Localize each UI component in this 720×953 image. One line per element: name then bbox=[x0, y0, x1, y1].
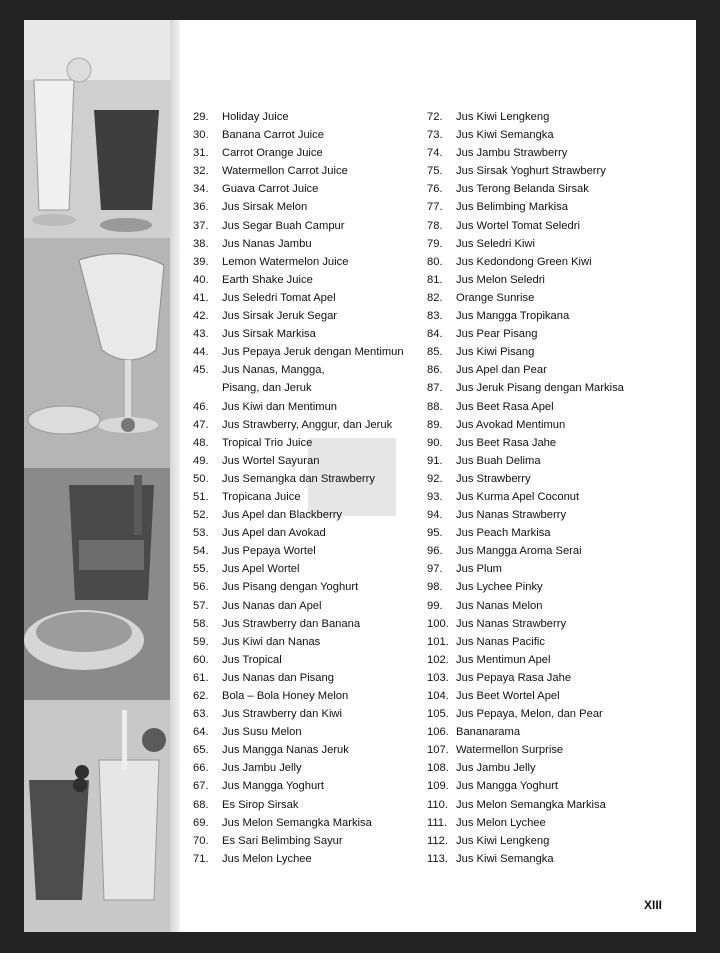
recipe-number: 45. bbox=[193, 364, 209, 377]
recipe-list-item bbox=[427, 180, 677, 198]
recipe-list-item bbox=[427, 850, 677, 868]
recipe-list-item bbox=[427, 235, 677, 253]
recipe-list-item bbox=[193, 705, 425, 723]
recipe-number: 103. bbox=[427, 671, 449, 684]
recipe-title: Jus Kiwi Semangka bbox=[456, 129, 554, 142]
recipe-title: Orange Sunrise bbox=[456, 291, 535, 304]
recipe-number: 88. bbox=[427, 400, 443, 413]
recipe-number: 72. bbox=[427, 111, 443, 123]
recipe-title: Jus Kiwi Lengkeng bbox=[456, 834, 550, 847]
recipe-list-item bbox=[427, 777, 677, 795]
recipe-list-item bbox=[427, 615, 677, 633]
recipe-list-item bbox=[193, 144, 425, 162]
recipe-list-item bbox=[193, 271, 425, 289]
recipe-title: Jus Apel dan Pear bbox=[456, 364, 547, 377]
recipe-number: 90. bbox=[427, 436, 443, 449]
recipe-title: Jus Wortel Sayuran bbox=[222, 454, 320, 467]
recipe-list-item bbox=[193, 597, 425, 615]
recipe-list-item bbox=[427, 452, 677, 470]
recipe-list-item bbox=[193, 488, 425, 506]
recipe-title: Jus Terong Belanda Sirsak bbox=[456, 183, 589, 196]
recipe-number: 87. bbox=[427, 382, 443, 395]
recipe-list-item bbox=[193, 361, 425, 379]
recipe-title: Es Sari Belimbing Sayur bbox=[222, 834, 343, 847]
recipe-number: 57. bbox=[193, 599, 209, 612]
recipe-list-item bbox=[427, 506, 677, 524]
recipe-number: 36. bbox=[193, 201, 209, 214]
recipe-title: Jus Mangga Yoghurt bbox=[456, 780, 559, 793]
recipe-title: Jus Pepaya Rasa Jahe bbox=[456, 671, 572, 684]
recipe-title: Jus Pepaya, Melon, dan Pear bbox=[456, 708, 603, 721]
recipe-number: 29. bbox=[193, 111, 209, 123]
page-number: XIII bbox=[644, 898, 663, 912]
recipe-list-item bbox=[427, 687, 677, 705]
recipe-number: 85. bbox=[427, 346, 443, 359]
recipe-list-item bbox=[193, 524, 425, 542]
recipe-list-item bbox=[427, 217, 677, 235]
recipe-number: 92. bbox=[427, 472, 443, 485]
recipe-list-item bbox=[427, 271, 677, 289]
recipe-title: Jus Strawberry, Anggur, dan Jeruk bbox=[222, 418, 393, 431]
recipe-list-item bbox=[193, 777, 425, 795]
recipe-list-item bbox=[193, 687, 425, 705]
recipe-number: 110. bbox=[427, 798, 448, 811]
recipe-number: 54. bbox=[193, 545, 209, 558]
recipe-number: 93. bbox=[427, 490, 443, 503]
recipe-number: 107. bbox=[427, 744, 449, 757]
recipe-title: Jus Strawberry dan Kiwi bbox=[222, 708, 342, 721]
recipe-number: 44. bbox=[193, 346, 209, 359]
recipe-number: 65. bbox=[193, 744, 209, 757]
recipe-number: 41. bbox=[193, 291, 209, 304]
recipe-title: Jus Tropical bbox=[222, 653, 282, 666]
recipe-list-item bbox=[193, 832, 425, 850]
recipe-number: 113. bbox=[427, 852, 448, 865]
recipe-title: Jus Jambu Strawberry bbox=[456, 147, 568, 160]
recipe-title: Jus Nanas, Mangga, bbox=[222, 364, 325, 377]
recipe-title: Jus Plum bbox=[456, 563, 503, 576]
recipe-title: Jus Sirsak Markisa bbox=[222, 328, 316, 341]
recipe-number: 32. bbox=[193, 165, 209, 178]
recipe-number: 63. bbox=[193, 708, 209, 721]
recipe-list-item bbox=[427, 198, 677, 216]
recipe-number: 86. bbox=[427, 364, 443, 377]
recipe-number: 96. bbox=[427, 545, 443, 558]
recipe-title: Carrot Orange Juice bbox=[222, 147, 323, 160]
recipe-number: 83. bbox=[427, 310, 443, 323]
recipe-title: Jus Semangka dan Strawberry bbox=[222, 472, 375, 485]
recipe-title: Jus Segar Buah Campur bbox=[222, 219, 345, 232]
recipe-list-item bbox=[193, 398, 425, 416]
recipe-list-item bbox=[193, 560, 425, 578]
recipe-title: Tropicana Juice bbox=[222, 490, 301, 503]
recipe-list-item bbox=[427, 126, 677, 144]
recipe-number: 34. bbox=[193, 183, 209, 196]
recipe-number: 70. bbox=[193, 834, 209, 847]
recipe-list-item bbox=[193, 814, 425, 832]
recipe-title: Jus Nanas Pacific bbox=[456, 635, 545, 648]
recipe-title: Jus Kiwi Pisang bbox=[456, 346, 535, 359]
recipe-list-item bbox=[193, 796, 425, 814]
recipe-number: 69. bbox=[193, 816, 209, 829]
recipe-number: 47. bbox=[193, 418, 209, 431]
recipe-number: 73. bbox=[427, 129, 443, 142]
recipe-list-item bbox=[193, 723, 425, 741]
recipe-list-item bbox=[427, 162, 677, 180]
recipe-title: Jus Kurma Apel Coconut bbox=[456, 490, 580, 503]
recipe-number: 77. bbox=[427, 201, 443, 214]
recipe-list-item bbox=[427, 633, 677, 651]
recipe-number: 84. bbox=[427, 328, 443, 341]
recipe-list-item bbox=[193, 307, 425, 325]
recipe-title: Guava Carrot Juice bbox=[222, 183, 319, 196]
recipe-number: 102. bbox=[427, 653, 449, 666]
recipe-list-item bbox=[193, 542, 425, 560]
recipe-title: Jus Jambu Jelly bbox=[456, 762, 536, 775]
recipe-list-item bbox=[193, 289, 425, 307]
recipe-list-item bbox=[193, 379, 425, 397]
recipe-number: 51. bbox=[193, 490, 209, 503]
recipe-number: 52. bbox=[193, 509, 209, 522]
recipe-title: Bola – Bola Honey Melon bbox=[222, 690, 349, 702]
recipe-title: Jus Mangga Aroma Serai bbox=[456, 545, 582, 558]
recipe-list-item bbox=[193, 850, 425, 868]
recipe-number: 62. bbox=[193, 690, 209, 702]
recipe-title: Jus Melon Lychee bbox=[456, 816, 546, 829]
recipe-list-item bbox=[427, 705, 677, 723]
recipe-list-item bbox=[193, 126, 425, 144]
recipe-title: Jus Seledri Kiwi bbox=[456, 237, 535, 250]
recipe-title: Jus Kiwi dan Nanas bbox=[222, 635, 321, 648]
recipe-list-item bbox=[193, 253, 425, 271]
recipe-list-item bbox=[193, 416, 425, 434]
recipe-number: 67. bbox=[193, 780, 209, 793]
recipe-list-item bbox=[427, 796, 677, 814]
recipe-list-item bbox=[193, 578, 425, 596]
recipe-number: 76. bbox=[427, 183, 443, 196]
recipe-list-left bbox=[193, 108, 425, 868]
recipe-number: 68. bbox=[193, 798, 209, 811]
recipe-number: 56. bbox=[193, 581, 209, 594]
recipe-list-item bbox=[427, 379, 677, 397]
recipe-title: Jus Strawberry bbox=[456, 472, 531, 485]
recipe-list-item bbox=[427, 108, 677, 126]
recipe-title: Jus Sirsak Yoghurt Strawberry bbox=[456, 165, 606, 178]
recipe-title: Jus Lychee Pinky bbox=[456, 581, 543, 594]
recipe-number: 38. bbox=[193, 237, 209, 250]
recipe-list-item bbox=[427, 361, 677, 379]
recipe-number: 78. bbox=[427, 219, 443, 232]
recipe-number: 105. bbox=[427, 708, 449, 721]
recipe-title: Watermellon Surprise bbox=[456, 744, 564, 757]
recipe-list-item bbox=[427, 434, 677, 452]
recipe-number: 100. bbox=[427, 617, 449, 630]
recipe-number: 42. bbox=[193, 310, 209, 323]
recipe-list-item bbox=[193, 180, 425, 198]
recipe-number bbox=[193, 379, 222, 397]
recipe-title: Jus Avokad Mentimun bbox=[456, 418, 566, 431]
recipe-title: Jus Kiwi Semangka bbox=[456, 852, 554, 865]
recipe-list-item bbox=[193, 452, 425, 470]
recipe-list-item bbox=[193, 633, 425, 651]
recipe-list-item bbox=[193, 198, 425, 216]
recipe-title: Jus Sirsak Jeruk Segar bbox=[222, 310, 338, 323]
recipe-number: 97. bbox=[427, 563, 443, 576]
recipe-number: 60. bbox=[193, 653, 209, 666]
recipe-number: 71. bbox=[193, 852, 209, 865]
photo-strip-edge bbox=[170, 20, 180, 932]
recipe-title: Jus Susu Melon bbox=[222, 726, 302, 739]
recipe-title: Jus Sirsak Melon bbox=[222, 201, 308, 214]
recipe-number: 79. bbox=[427, 237, 443, 250]
recipe-number: 48. bbox=[193, 436, 209, 449]
recipe-title: Holiday Juice bbox=[222, 111, 289, 123]
recipe-title: Jus Pisang dengan Yoghurt bbox=[222, 581, 359, 594]
recipe-number: 81. bbox=[427, 273, 443, 286]
recipe-number: 111. bbox=[427, 816, 448, 829]
recipe-list-item bbox=[427, 289, 677, 307]
recipe-list-item bbox=[193, 162, 425, 180]
recipe-list-item bbox=[427, 560, 677, 578]
recipe-number: 39. bbox=[193, 255, 209, 268]
recipe-number: 104. bbox=[427, 690, 449, 702]
recipe-title: Tropical Trio Juice bbox=[222, 436, 313, 449]
recipe-title: Jus Nanas Strawberry bbox=[456, 617, 567, 630]
recipe-number: 55. bbox=[193, 563, 209, 576]
recipe-number: 89. bbox=[427, 418, 443, 431]
recipe-list-item bbox=[427, 343, 677, 361]
recipe-title: Jus Apel dan Blackberry bbox=[222, 509, 343, 522]
recipe-number: 112. bbox=[427, 834, 448, 847]
recipe-list-item bbox=[193, 651, 425, 669]
recipe-list-item bbox=[427, 669, 677, 687]
recipe-list-item bbox=[193, 434, 425, 452]
recipe-title: Jus Pepaya Jeruk dengan Mentimun bbox=[222, 346, 404, 359]
recipe-list-item bbox=[427, 144, 677, 162]
recipe-title: Jus Melon Semangka Markisa bbox=[456, 798, 606, 811]
recipe-title: Jus Strawberry dan Banana bbox=[222, 617, 361, 630]
recipe-title: Jus Beet Rasa Apel bbox=[456, 400, 554, 413]
recipe-number: 106. bbox=[427, 726, 449, 739]
recipe-title: Jus Pepaya Wortel bbox=[222, 545, 316, 558]
recipe-title: Jus Nanas Melon bbox=[456, 599, 543, 612]
recipe-number: 108. bbox=[427, 762, 449, 775]
recipe-title: Jus Peach Markisa bbox=[456, 527, 551, 540]
recipe-title: Jus Kedondong Green Kiwi bbox=[456, 255, 592, 268]
recipe-number: 82. bbox=[427, 291, 443, 304]
recipe-number: 43. bbox=[193, 328, 209, 341]
recipe-list-right bbox=[427, 108, 677, 868]
recipe-title: Earth Shake Juice bbox=[222, 273, 313, 286]
recipe-number: 53. bbox=[193, 527, 209, 540]
recipe-title: Jus Mangga Nanas Jeruk bbox=[222, 744, 349, 757]
recipe-list-item bbox=[427, 542, 677, 560]
recipe-list-item bbox=[427, 398, 677, 416]
recipe-title: Jus Mangga Tropikana bbox=[456, 310, 570, 323]
recipe-number: 30. bbox=[193, 129, 209, 142]
recipe-number: 109. bbox=[427, 780, 449, 793]
recipe-number: 101. bbox=[427, 635, 449, 648]
recipe-title: Jus Buah Delima bbox=[456, 454, 541, 467]
recipe-list-item bbox=[193, 615, 425, 633]
recipe-list-item bbox=[193, 470, 425, 488]
recipe-title: Watermellon Carrot Juice bbox=[222, 165, 348, 178]
recipe-list-item bbox=[193, 325, 425, 343]
recipe-title: Lemon Watermelon Juice bbox=[222, 255, 349, 268]
recipe-number: 58. bbox=[193, 617, 209, 630]
recipe-list-item bbox=[427, 578, 677, 596]
recipe-title: Jus Nanas dan Pisang bbox=[222, 671, 334, 684]
recipe-list-item bbox=[427, 488, 677, 506]
recipe-number: 94. bbox=[427, 509, 443, 522]
recipe-list-item bbox=[427, 524, 677, 542]
recipe-list-item bbox=[427, 759, 677, 777]
recipe-number: 40. bbox=[193, 273, 209, 286]
recipe-title: Jus Mentimun Apel bbox=[456, 653, 551, 666]
recipe-list-item bbox=[193, 343, 425, 361]
recipe-list-item bbox=[427, 741, 677, 759]
recipe-title: Pisang, dan Jeruk bbox=[222, 382, 312, 395]
recipe-title: Banana Carrot Juice bbox=[222, 129, 324, 142]
recipe-number: 59. bbox=[193, 635, 209, 648]
recipe-number: 49. bbox=[193, 454, 209, 467]
recipe-title: Jus Mangga Yoghurt bbox=[222, 780, 325, 793]
recipe-number: 31. bbox=[193, 147, 209, 160]
recipe-title: Jus Apel dan Avokad bbox=[222, 527, 326, 540]
recipe-title: Jus Kiwi dan Mentimun bbox=[222, 400, 338, 413]
recipe-title: Jus Nanas Jambu bbox=[222, 237, 312, 250]
recipe-number: 46. bbox=[193, 400, 209, 413]
recipe-list-item bbox=[193, 217, 425, 235]
recipe-number: 80. bbox=[427, 255, 443, 268]
recipe-title: Jus Jeruk Pisang dengan Markisa bbox=[456, 382, 624, 395]
recipe-title: Bananarama bbox=[456, 726, 521, 739]
recipe-title: Jus Jambu Jelly bbox=[222, 762, 302, 775]
recipe-list-item bbox=[427, 723, 677, 741]
recipe-list-item bbox=[427, 832, 677, 850]
recipe-title: Jus Kiwi Lengkeng bbox=[456, 111, 550, 123]
recipe-title: Jus Beet Rasa Jahe bbox=[456, 436, 557, 449]
recipe-list-item bbox=[193, 108, 425, 126]
drink-photo-strip bbox=[24, 20, 170, 932]
recipe-title: Jus Melon Seledri bbox=[456, 273, 545, 286]
recipe-title: Jus Apel Wortel bbox=[222, 563, 300, 576]
recipe-number: 91. bbox=[427, 454, 443, 467]
recipe-number: 95. bbox=[427, 527, 443, 540]
recipe-number: 37. bbox=[193, 219, 209, 232]
recipe-title: Jus Beet Wortel Apel bbox=[456, 690, 560, 702]
drink-photos-illustration bbox=[24, 20, 170, 932]
recipe-title: Es Sirop Sirsak bbox=[222, 798, 299, 811]
recipe-title: Jus Melon Semangka Markisa bbox=[222, 816, 372, 829]
recipe-title: Jus Seledri Tomat Apel bbox=[222, 291, 336, 304]
recipe-title: Jus Nanas Strawberry bbox=[456, 509, 567, 522]
recipe-title: Jus Wortel Tomat Seledri bbox=[456, 219, 580, 232]
recipe-title: Jus Pear Pisang bbox=[456, 328, 538, 341]
recipe-number: 75. bbox=[427, 165, 443, 178]
recipe-list-item bbox=[427, 814, 677, 832]
recipe-list-item bbox=[427, 651, 677, 669]
recipe-title: Jus Nanas dan Apel bbox=[222, 599, 322, 612]
recipe-list-item bbox=[427, 307, 677, 325]
recipe-number: 99. bbox=[427, 599, 443, 612]
recipe-list-item bbox=[427, 325, 677, 343]
recipe-list-item bbox=[193, 741, 425, 759]
recipe-number: 64. bbox=[193, 726, 209, 739]
recipe-list-item bbox=[427, 416, 677, 434]
recipe-list-item bbox=[427, 597, 677, 615]
recipe-number: 66. bbox=[193, 762, 209, 775]
recipe-title: Jus Belimbing Markisa bbox=[456, 201, 568, 214]
recipe-number: 74. bbox=[427, 147, 443, 160]
recipe-list-item bbox=[427, 253, 677, 271]
recipe-list-item bbox=[193, 506, 425, 524]
recipe-number: 98. bbox=[427, 581, 443, 594]
recipe-list-item bbox=[193, 235, 425, 253]
recipe-title: Jus Melon Lychee bbox=[222, 852, 312, 865]
recipe-list-item bbox=[427, 470, 677, 488]
recipe-number: 50. bbox=[193, 472, 209, 485]
recipe-list-item bbox=[193, 759, 425, 777]
recipe-number: 61. bbox=[193, 671, 209, 684]
recipe-list-item bbox=[193, 669, 425, 687]
book-page bbox=[24, 20, 696, 932]
